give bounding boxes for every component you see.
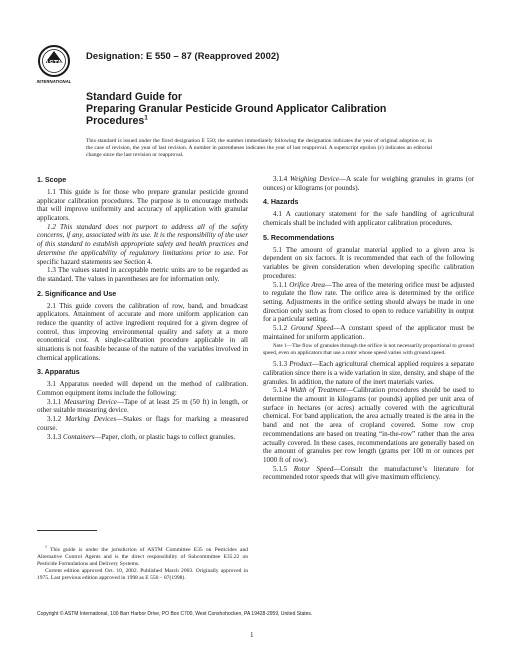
paragraph-3-1-1: 3.1.1 Measuring Device—Tape of at least 25 m (50 ft) in length, or other suitable measuring device. <box>37 397 248 415</box>
svg-text:INTERNATIONAL: INTERNATIONAL <box>36 79 72 84</box>
note-label: Note 1 <box>273 344 287 350</box>
designation: Designation: E 550 – 87 (Reapproved 2002) <box>86 50 280 61</box>
paragraph-5-1-4: 5.1.4 Width of Treatment—Calibration procedures should be used to determine the amount in kilograms (or pounds) applied per unit area of surface in hectares (or acres) actually covered with the agricultural chemical. For band application, the area actually treated is the area in the band and not the area of cropland covered. Some row crop recommendations are based on treating “in-the-row” rather than the area actually covered. In these cases, recommendations are generally based on the amount of granules per row length (grams per 100 m or ounces per 1000 ft of row). <box>263 386 474 464</box>
section-heading-significance: 2. Significance and Use <box>37 289 117 298</box>
paragraph-2-1: 2.1 This guide covers the calibration of row, band, and broadcast applicators. Attainment of accurate and more uniform application can reduce the quantity of active ingredient required for a given degree of control, thus improving environmental quality and safety at a more economical cost. A single-calibration procedure applicable in all situations is not feasible because of the nature of the variables involved in chemical applications. <box>37 301 248 362</box>
paragraph-4-1: 4.1 A cautionary statement for the safe handling of agricultural chemicals shall be included with applicator calibration procedures. <box>263 210 474 228</box>
section-heading-hazards: 4. Hazards <box>263 198 299 207</box>
paragraph-3-1-2: 3.1.2 Marking Devices—Stakes or flags for marking a measured course. <box>37 415 248 432</box>
paragraph-5-1-2: 5.1.2 Ground Speed—A constant speed of the applicator must be maintained for uniform application. <box>263 323 474 341</box>
footnote-1: $^1$ This guide is under the jurisdiction of ASTM Committee E35 on Pesticides and Alternative Control Agents and is the direct responsibility of Subcommittee E35.22 on Pesticide Formulations and Delivery Systems. <box>37 544 248 567</box>
title-footnote-ref: 1 <box>144 114 148 122</box>
paragraph-5-1-5: 5.1.5 Rotor Speed—Consult the manufacturer’s literature for recommended rotor speeds that will give maximum efficiency. <box>263 464 474 482</box>
footnote-divider <box>37 530 97 531</box>
paragraph-3-1-3: 3.1.3 Containers—Paper, cloth, or plastic bags to collect granules. <box>47 432 236 441</box>
preamble: This standard is issued under the fixed designation E 550; the number immediately following the designation indicates the year of original adoption or, in the case of revision, the year of last revision. A number in parentheses indicates the year of last reapproval. A superscript epsilon (ε) indicates an editorial change since the last revision or reapproval. <box>86 138 432 158</box>
document-title <box>86 92 446 127</box>
footnote-edition: Current edition approved Oct. 10, 2002. Published March 2003. Originally approved in 1975. Last previous edition approved in 1998 as E 550 – 87(1998). <box>37 567 248 581</box>
paragraph-1-3: 1.3 The values stated in acceptable metric units are to be regarded as the standard. The values in parentheses are for information only. <box>37 266 248 283</box>
svg-text:ASTM: ASTM <box>44 60 64 67</box>
note-1: Note 1—The flow of granules through the orifice is not necessarily proportional to ground speed, even on applicators that use a rotor whose speed varies with ground speed. <box>263 343 474 357</box>
right-column <box>263 175 474 482</box>
paragraph-3-1: 3.1 Apparatus needed will depend on the method of calibration. Common equipment items include the following: <box>37 380 248 398</box>
copyright-notice: Copyright © ASTM International, 100 Barr Harbor Drive, PO Box C700, West Conshohocken, PA 19428-2959, United States. <box>37 611 313 617</box>
astm-logo-icon <box>33 43 75 85</box>
paragraph-1-2: 1.2 This standard does not purport to address all of the safety concerns, if any, associated with its use. It is the responsibility of the user of this standard to establish appropriate safety and health practices and determine the applicability of regulatory limitations prior to use. For specific hazard statements see Section 4. <box>37 222 248 266</box>
paragraph-5-1-3: 5.1.3 Product—Each agricultural chemical applied requires a separate calibration since there is a wide variation in size, density, and shape of the granules. In addition, the nature of the inert materials varies. <box>263 360 474 386</box>
paragraph-3-1-4: 3.1.4 Weighing Device—A scale for weighing granules in grams (or ounces) or kilograms (or pounds). <box>263 175 474 192</box>
title-line-2: Preparing Granular Pesticide Ground Applicator Calibration <box>86 102 387 115</box>
title-line-1: Standard Guide for <box>86 91 182 103</box>
left-column <box>37 176 248 441</box>
page-number: 1 <box>250 631 254 639</box>
paragraph-5-1-1: 5.1.1 Orifice Area—The area of the metering orifice must be adjusted to regulate the flow rate. The orifice area is determined by the orifice setting. Adjustments in the orifice setting should always be made in one direction only such as from closed to open to reduce variability in output for a particular setting. <box>263 280 474 324</box>
section-heading-scope: 1. Scope <box>37 176 67 184</box>
paragraph-1-1: 1.1 This guide is for those who prepare granular pesticide ground applicator calibration procedures. The purpose is to encourage methods that will improve uniformity and accuracy of application with granular applicators. <box>37 188 248 223</box>
section-heading-apparatus: 3. Apparatus <box>37 368 80 377</box>
section-heading-recommendations: 5. Recommendations <box>263 233 335 242</box>
title-line-3: Procedures$^1$ <box>86 114 148 127</box>
paragraph-5-1: 5.1 The amount of granular material applied to a given area is dependent on six factors. It is recommended that each of the following variables be given consideration when developing specific calibration procedures: <box>263 245 474 280</box>
footnote <box>37 544 248 582</box>
